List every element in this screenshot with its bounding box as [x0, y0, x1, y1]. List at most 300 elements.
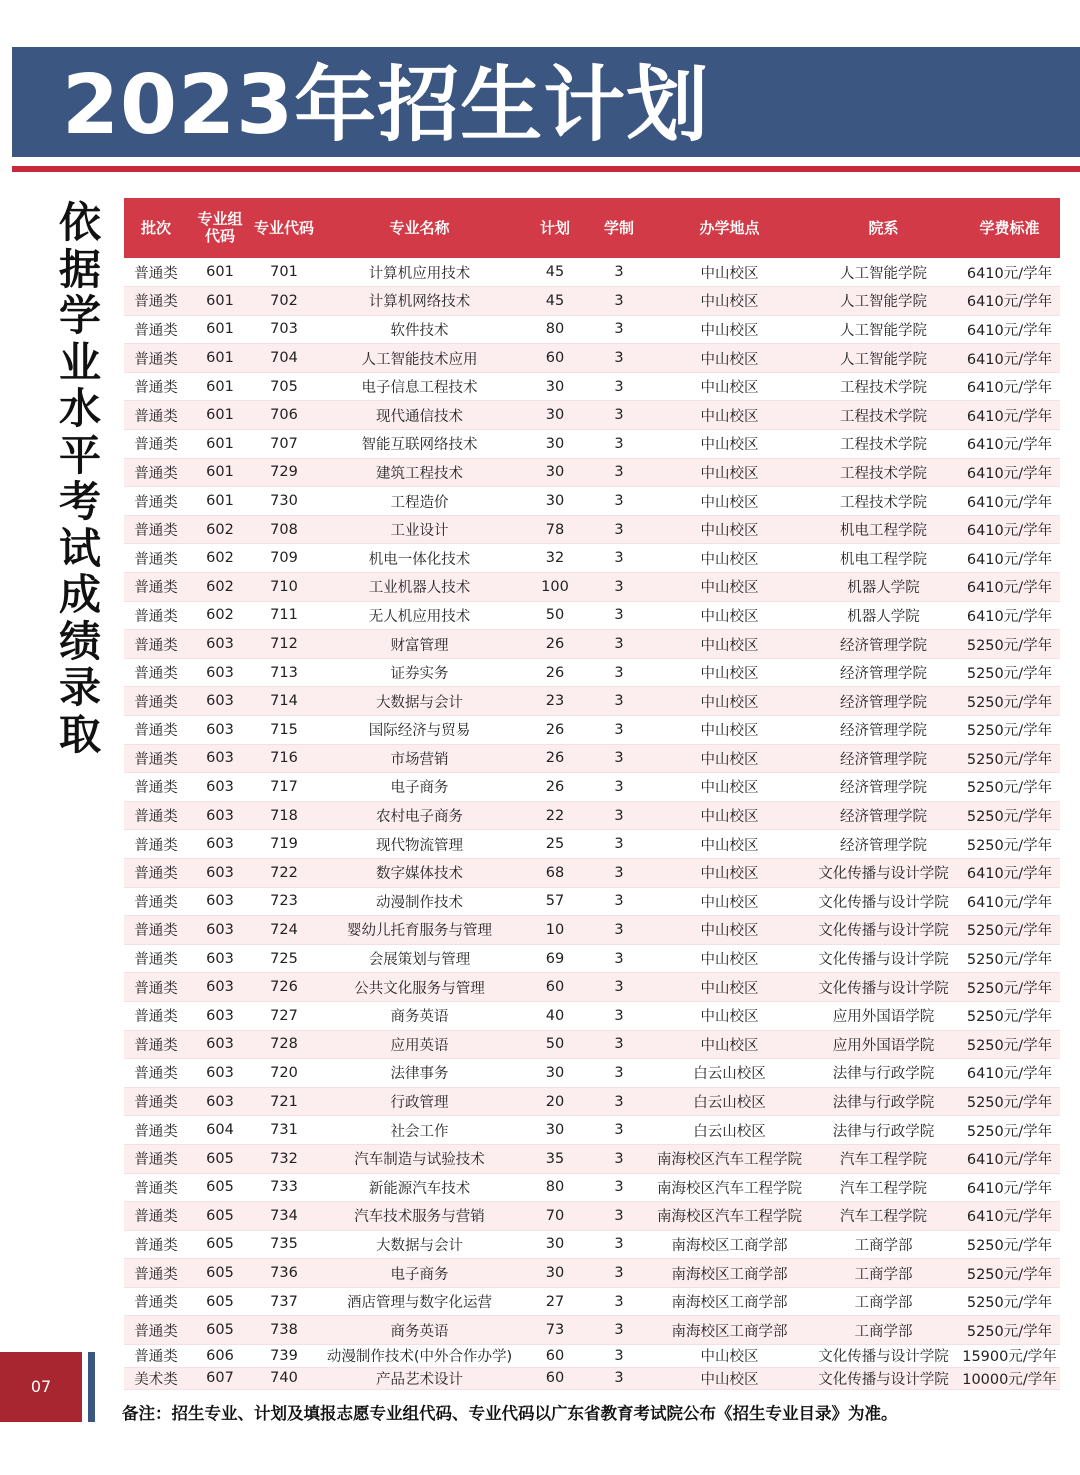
cell-group-code: 603 [188, 716, 252, 745]
cell-department: 机电工程学院 [808, 544, 959, 573]
cell-group-code: 605 [188, 1173, 252, 1202]
cell-major-name: 酒店管理与数字化运营 [316, 1287, 523, 1316]
cell-group-code: 603 [188, 773, 252, 802]
cell-group-code: 601 [188, 430, 252, 459]
cell-batch: 普通类 [124, 687, 188, 716]
cell-batch: 普通类 [124, 658, 188, 687]
cell-major-name: 国际经济与贸易 [316, 716, 523, 745]
cell-department: 经济管理学院 [808, 687, 959, 716]
cell-batch: 普通类 [124, 1030, 188, 1059]
cell-campus: 南海校区汽车工程学院 [651, 1202, 808, 1231]
cell-department: 工商学部 [808, 1259, 959, 1288]
cell-department: 工程技术学院 [808, 372, 959, 401]
cell-duration: 3 [587, 258, 651, 287]
cell-plan: 26 [523, 630, 587, 659]
cell-group-code: 603 [188, 944, 252, 973]
cell-campus: 中山校区 [651, 258, 808, 287]
cell-department: 法律与行政学院 [808, 1059, 959, 1088]
cell-major-name: 工程造价 [316, 487, 523, 516]
cell-batch: 普通类 [124, 1001, 188, 1030]
cell-duration: 3 [587, 944, 651, 973]
footnote: 备注：招生专业、计划及填报志愿专业组代码、专业代码以广东省教育考试院公布《招生专业目录》为准。 [122, 1404, 898, 1423]
cell-batch: 普通类 [124, 344, 188, 373]
cell-department: 工商学部 [808, 1230, 959, 1259]
cell-department: 经济管理学院 [808, 830, 959, 859]
admission-basis-label: 依据学业水平考试成绩录取 [58, 198, 101, 759]
cell-major-name: 市场营销 [316, 744, 523, 773]
cell-group-code: 605 [188, 1287, 252, 1316]
cell-plan: 50 [523, 601, 587, 630]
cell-major-code: 710 [252, 573, 316, 602]
table-row [124, 1345, 1060, 1368]
cell-major-name: 计算机网络技术 [316, 287, 523, 316]
cell-batch: 普通类 [124, 401, 188, 430]
column-header: 专业代码 [253, 218, 314, 237]
table-row [124, 1144, 1060, 1173]
cell-department: 工程技术学院 [808, 401, 959, 430]
cell-department: 应用外国语学院 [808, 1030, 959, 1059]
table-row [124, 773, 1060, 802]
cell-department: 文化传播与设计学院 [808, 916, 959, 945]
cell-department: 汽车工程学院 [808, 1173, 959, 1202]
cell-campus: 南海校区工商学部 [651, 1316, 808, 1345]
cell-group-code: 603 [188, 973, 252, 1002]
table-row [124, 1259, 1060, 1288]
cell-plan: 78 [523, 515, 587, 544]
cell-department: 文化传播与设计学院 [808, 944, 959, 973]
cell-campus: 中山校区 [651, 801, 808, 830]
cell-department: 经济管理学院 [808, 716, 959, 745]
cell-plan: 20 [523, 1087, 587, 1116]
cell-plan: 80 [523, 315, 587, 344]
cell-batch: 普通类 [124, 458, 188, 487]
cell-major-name: 动漫制作技术 [316, 887, 523, 916]
cell-department: 机器人学院 [808, 601, 959, 630]
cell-campus: 中山校区 [651, 658, 808, 687]
cell-campus: 白云山校区 [651, 1059, 808, 1088]
cell-tuition: 5250元/学年 [959, 1316, 1060, 1345]
cell-batch: 普通类 [124, 630, 188, 659]
cell-campus: 中山校区 [651, 630, 808, 659]
cell-campus: 中山校区 [651, 573, 808, 602]
table-row [124, 744, 1060, 773]
cell-duration: 3 [587, 430, 651, 459]
table-row [124, 1059, 1060, 1088]
column-header: 批次 [140, 218, 171, 237]
cell-duration: 3 [587, 1230, 651, 1259]
cell-duration: 3 [587, 401, 651, 430]
cell-tuition: 6410元/学年 [959, 258, 1060, 287]
title-underline [12, 166, 1080, 172]
cell-plan: 23 [523, 687, 587, 716]
table-row [124, 315, 1060, 344]
cell-group-code: 601 [188, 458, 252, 487]
cell-group-code: 605 [188, 1230, 252, 1259]
cell-major-code: 709 [252, 544, 316, 573]
cell-campus: 南海校区工商学部 [651, 1230, 808, 1259]
cell-plan: 40 [523, 1001, 587, 1030]
cell-group-code: 603 [188, 858, 252, 887]
cell-campus: 中山校区 [651, 830, 808, 859]
cell-tuition: 5250元/学年 [959, 944, 1060, 973]
table-row [124, 716, 1060, 745]
cell-batch: 普通类 [124, 716, 188, 745]
cell-duration: 3 [587, 1367, 651, 1390]
cell-group-code: 601 [188, 315, 252, 344]
column-header: 计划 [539, 218, 570, 237]
cell-plan: 30 [523, 401, 587, 430]
cell-plan: 100 [523, 573, 587, 602]
cell-department: 人工智能学院 [808, 287, 959, 316]
cell-campus: 中山校区 [651, 601, 808, 630]
cell-group-code: 604 [188, 1116, 252, 1145]
cell-department: 文化传播与设计学院 [808, 1367, 959, 1390]
cell-tuition: 6410元/学年 [959, 458, 1060, 487]
cell-tuition: 5250元/学年 [959, 630, 1060, 659]
cell-tuition: 6410元/学年 [959, 430, 1060, 459]
cell-duration: 3 [587, 973, 651, 1002]
cell-plan: 70 [523, 1202, 587, 1231]
cell-department: 工程技术学院 [808, 458, 959, 487]
cell-duration: 3 [587, 487, 651, 516]
table-row [124, 544, 1060, 573]
cell-duration: 3 [587, 544, 651, 573]
cell-campus: 中山校区 [651, 1345, 808, 1368]
cell-tuition: 5250元/学年 [959, 687, 1060, 716]
table-row [124, 601, 1060, 630]
cell-tuition: 5250元/学年 [959, 801, 1060, 830]
cell-major-name: 计算机应用技术 [316, 258, 523, 287]
cell-batch: 普通类 [124, 372, 188, 401]
cell-batch: 普通类 [124, 544, 188, 573]
cell-department: 文化传播与设计学院 [808, 973, 959, 1002]
cell-duration: 3 [587, 744, 651, 773]
cell-major-name: 电子信息工程技术 [316, 372, 523, 401]
cell-batch: 普通类 [124, 916, 188, 945]
cell-batch: 普通类 [124, 487, 188, 516]
cell-major-name: 汽车制造与试验技术 [316, 1144, 523, 1173]
cell-duration: 3 [587, 801, 651, 830]
table-row [124, 401, 1060, 430]
cell-campus: 中山校区 [651, 1030, 808, 1059]
cell-major-code: 711 [252, 601, 316, 630]
cell-tuition: 6410元/学年 [959, 1202, 1060, 1231]
cell-plan: 30 [523, 487, 587, 516]
cell-major-code: 738 [252, 1316, 316, 1345]
cell-batch: 普通类 [124, 1116, 188, 1145]
cell-major-name: 软件技术 [316, 315, 523, 344]
cell-plan: 26 [523, 716, 587, 745]
cell-duration: 3 [587, 830, 651, 859]
cell-department: 应用外国语学院 [808, 1001, 959, 1030]
cell-duration: 3 [587, 515, 651, 544]
table-row [124, 1173, 1060, 1202]
cell-major-name: 大数据与会计 [316, 687, 523, 716]
cell-plan: 73 [523, 1316, 587, 1345]
cell-plan: 60 [523, 1345, 587, 1368]
cell-plan: 69 [523, 944, 587, 973]
cell-plan: 26 [523, 658, 587, 687]
cell-campus: 中山校区 [651, 487, 808, 516]
cell-tuition: 5250元/学年 [959, 973, 1060, 1002]
cell-duration: 3 [587, 573, 651, 602]
table-row [124, 887, 1060, 916]
cell-department: 机器人学院 [808, 573, 959, 602]
cell-campus: 南海校区工商学部 [651, 1259, 808, 1288]
cell-group-code: 603 [188, 630, 252, 659]
cell-major-code: 735 [252, 1230, 316, 1259]
cell-department: 工程技术学院 [808, 487, 959, 516]
cell-major-name: 产品艺术设计 [316, 1367, 523, 1390]
cell-major-code: 702 [252, 287, 316, 316]
cell-campus: 中山校区 [651, 1001, 808, 1030]
cell-duration: 3 [587, 344, 651, 373]
cell-duration: 3 [587, 887, 651, 916]
cell-tuition: 5250元/学年 [959, 1259, 1060, 1288]
cell-campus: 南海校区工商学部 [651, 1287, 808, 1316]
cell-group-code: 605 [188, 1259, 252, 1288]
cell-major-name: 汽车技术服务与营销 [316, 1202, 523, 1231]
cell-department: 文化传播与设计学院 [808, 858, 959, 887]
cell-campus: 白云山校区 [651, 1116, 808, 1145]
cell-group-code: 603 [188, 1059, 252, 1088]
table-body [124, 258, 1060, 1390]
cell-plan: 68 [523, 858, 587, 887]
table-row [124, 830, 1060, 859]
cell-duration: 3 [587, 601, 651, 630]
table-row [124, 658, 1060, 687]
cell-campus: 南海校区汽车工程学院 [651, 1144, 808, 1173]
table-header [124, 198, 1060, 258]
cell-tuition: 6410元/学年 [959, 544, 1060, 573]
cell-plan: 32 [523, 544, 587, 573]
cell-department: 经济管理学院 [808, 801, 959, 830]
cell-major-name: 公共文化服务与管理 [316, 973, 523, 1002]
cell-tuition: 5250元/学年 [959, 916, 1060, 945]
cell-group-code: 601 [188, 287, 252, 316]
cell-group-code: 601 [188, 401, 252, 430]
cell-major-name: 应用英语 [316, 1030, 523, 1059]
cell-major-name: 商务英语 [316, 1316, 523, 1345]
cell-batch: 普通类 [124, 287, 188, 316]
cell-major-name: 机电一体化技术 [316, 544, 523, 573]
column-header: 办学地点 [699, 218, 760, 237]
table-row [124, 287, 1060, 316]
cell-batch: 普通类 [124, 773, 188, 802]
cell-batch: 普通类 [124, 1202, 188, 1231]
cell-duration: 3 [587, 1173, 651, 1202]
cell-plan: 26 [523, 773, 587, 802]
cell-major-code: 737 [252, 1287, 316, 1316]
cell-department: 文化传播与设计学院 [808, 1345, 959, 1368]
cell-major-name: 大数据与会计 [316, 1230, 523, 1259]
cell-tuition: 6410元/学年 [959, 858, 1060, 887]
cell-batch: 普通类 [124, 315, 188, 344]
cell-major-code: 706 [252, 401, 316, 430]
table-row [124, 430, 1060, 459]
cell-major-code: 714 [252, 687, 316, 716]
cell-plan: 25 [523, 830, 587, 859]
table-row [124, 973, 1060, 1002]
table-row [124, 630, 1060, 659]
cell-campus: 中山校区 [651, 1367, 808, 1390]
cell-group-code: 606 [188, 1345, 252, 1368]
cell-major-name: 婴幼儿托育服务与管理 [316, 916, 523, 945]
cell-duration: 3 [587, 687, 651, 716]
cell-major-code: 717 [252, 773, 316, 802]
cell-major-code: 704 [252, 344, 316, 373]
cell-duration: 3 [587, 1316, 651, 1345]
cell-campus: 中山校区 [651, 944, 808, 973]
cell-campus: 中山校区 [651, 773, 808, 802]
cell-campus: 白云山校区 [651, 1087, 808, 1116]
page-title: 2023年招生计划 [62, 58, 710, 153]
cell-major-code: 701 [252, 258, 316, 287]
table-row [124, 458, 1060, 487]
cell-plan: 30 [523, 1116, 587, 1145]
cell-group-code: 602 [188, 544, 252, 573]
cell-plan: 57 [523, 887, 587, 916]
cell-batch: 普通类 [124, 1287, 188, 1316]
table-row [124, 1230, 1060, 1259]
cell-major-code: 734 [252, 1202, 316, 1231]
cell-tuition: 5250元/学年 [959, 1230, 1060, 1259]
cell-major-code: 732 [252, 1144, 316, 1173]
cell-tuition: 6410元/学年 [959, 601, 1060, 630]
cell-plan: 60 [523, 973, 587, 1002]
cell-major-code: 716 [252, 744, 316, 773]
cell-duration: 3 [587, 1001, 651, 1030]
cell-tuition: 6410元/学年 [959, 372, 1060, 401]
cell-group-code: 603 [188, 1030, 252, 1059]
cell-batch: 普通类 [124, 1345, 188, 1368]
cell-group-code: 601 [188, 487, 252, 516]
cell-batch: 普通类 [124, 515, 188, 544]
cell-duration: 3 [587, 716, 651, 745]
cell-duration: 3 [587, 315, 651, 344]
cell-group-code: 602 [188, 515, 252, 544]
cell-major-name: 新能源汽车技术 [316, 1173, 523, 1202]
cell-campus: 中山校区 [651, 287, 808, 316]
cell-major-name: 农村电子商务 [316, 801, 523, 830]
cell-group-code: 603 [188, 744, 252, 773]
cell-major-name: 无人机应用技术 [316, 601, 523, 630]
cell-plan: 30 [523, 430, 587, 459]
column-header: 专业名称 [389, 218, 450, 237]
cell-major-code: 722 [252, 858, 316, 887]
cell-major-code: 723 [252, 887, 316, 916]
cell-tuition: 5250元/学年 [959, 1030, 1060, 1059]
table-row [124, 372, 1060, 401]
cell-group-code: 603 [188, 658, 252, 687]
cell-major-name: 会展策划与管理 [316, 944, 523, 973]
cell-batch: 普通类 [124, 887, 188, 916]
cell-major-name: 行政管理 [316, 1087, 523, 1116]
cell-tuition: 5250元/学年 [959, 1087, 1060, 1116]
cell-campus: 中山校区 [651, 887, 808, 916]
cell-major-name: 证券实务 [316, 658, 523, 687]
cell-department: 法律与行政学院 [808, 1087, 959, 1116]
cell-batch: 普通类 [124, 830, 188, 859]
enrollment-plan-table [124, 198, 1060, 1390]
cell-duration: 3 [587, 858, 651, 887]
cell-major-name: 电子商务 [316, 1259, 523, 1288]
cell-major-code: 739 [252, 1345, 316, 1368]
table-row [124, 1367, 1060, 1390]
column-header: 专业组 代码 [197, 210, 243, 245]
cell-campus: 中山校区 [651, 716, 808, 745]
table-row [124, 687, 1060, 716]
cell-batch: 普通类 [124, 1144, 188, 1173]
table-row [124, 573, 1060, 602]
cell-major-code: 725 [252, 944, 316, 973]
cell-plan: 22 [523, 801, 587, 830]
cell-department: 汽车工程学院 [808, 1144, 959, 1173]
cell-duration: 3 [587, 287, 651, 316]
cell-plan: 30 [523, 1230, 587, 1259]
cell-major-code: 731 [252, 1116, 316, 1145]
cell-duration: 3 [587, 372, 651, 401]
cell-major-code: 708 [252, 515, 316, 544]
cell-duration: 3 [587, 1144, 651, 1173]
table-row [124, 1001, 1060, 1030]
cell-duration: 3 [587, 916, 651, 945]
cell-department: 机电工程学院 [808, 515, 959, 544]
cell-tuition: 5250元/学年 [959, 773, 1060, 802]
cell-major-code: 705 [252, 372, 316, 401]
cell-department: 经济管理学院 [808, 744, 959, 773]
cell-campus: 中山校区 [651, 515, 808, 544]
table-row [124, 1087, 1060, 1116]
cell-group-code: 601 [188, 258, 252, 287]
cell-tuition: 6410元/学年 [959, 1144, 1060, 1173]
cell-tuition: 6410元/学年 [959, 315, 1060, 344]
cell-tuition: 5250元/学年 [959, 1001, 1060, 1030]
cell-campus: 中山校区 [651, 430, 808, 459]
cell-major-code: 703 [252, 315, 316, 344]
table-row [124, 801, 1060, 830]
cell-plan: 27 [523, 1287, 587, 1316]
cell-campus: 中山校区 [651, 687, 808, 716]
cell-major-name: 现代物流管理 [316, 830, 523, 859]
cell-batch: 普通类 [124, 573, 188, 602]
cell-group-code: 603 [188, 1001, 252, 1030]
cell-major-code: 718 [252, 801, 316, 830]
cell-duration: 3 [587, 1202, 651, 1231]
cell-plan: 60 [523, 1367, 587, 1390]
cell-department: 人工智能学院 [808, 344, 959, 373]
column-header: 学费标准 [979, 218, 1040, 237]
cell-campus: 中山校区 [651, 458, 808, 487]
table-row [124, 944, 1060, 973]
cell-campus: 中山校区 [651, 401, 808, 430]
cell-duration: 3 [587, 1116, 651, 1145]
cell-department: 工商学部 [808, 1287, 959, 1316]
cell-department: 法律与行政学院 [808, 1116, 959, 1145]
cell-batch: 普通类 [124, 973, 188, 1002]
cell-group-code: 603 [188, 830, 252, 859]
cell-major-code: 721 [252, 1087, 316, 1116]
cell-major-code: 730 [252, 487, 316, 516]
cell-major-code: 736 [252, 1259, 316, 1288]
cell-major-code: 707 [252, 430, 316, 459]
cell-department: 人工智能学院 [808, 258, 959, 287]
cell-tuition: 6410元/学年 [959, 344, 1060, 373]
cell-plan: 10 [523, 916, 587, 945]
cell-campus: 中山校区 [651, 744, 808, 773]
cell-major-code: 712 [252, 630, 316, 659]
cell-department: 经济管理学院 [808, 658, 959, 687]
